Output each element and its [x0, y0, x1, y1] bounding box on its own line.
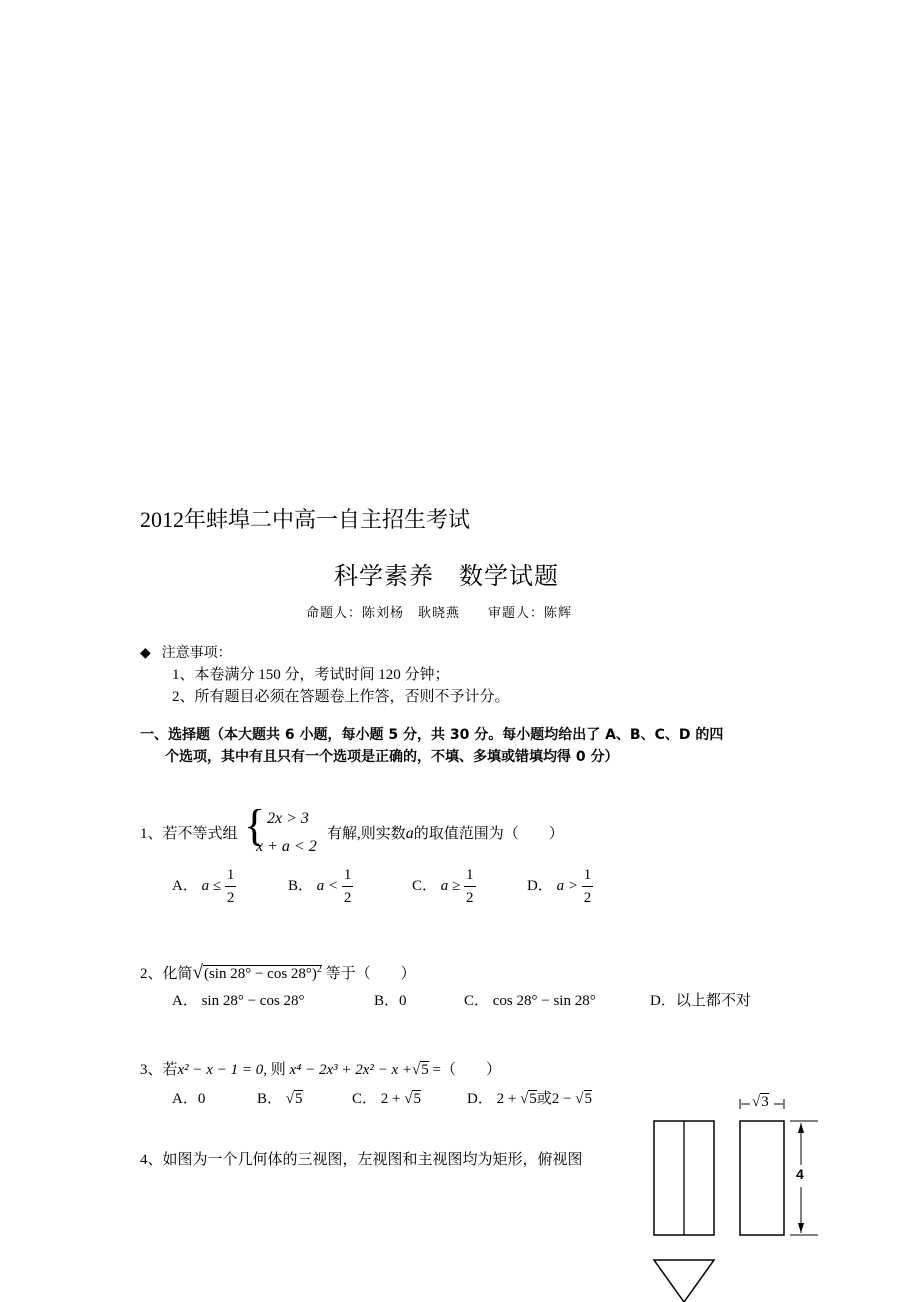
q1-option-d [527, 864, 593, 909]
sqrt-symbol-icon: √ [752, 1094, 761, 1110]
denominator: 2 [466, 890, 474, 906]
q3-then: 则 [270, 1062, 286, 1078]
option-label: A． [172, 1091, 198, 1107]
option-label: B． [374, 993, 400, 1009]
option-expr: a > [556, 877, 578, 894]
radicand: 5 [529, 1091, 537, 1107]
option-expr: a ≤ [201, 877, 222, 894]
fraction [342, 864, 354, 909]
q1-eq2: x + a < 2 [256, 838, 317, 855]
q3-suffix: =（ ） [432, 1062, 501, 1078]
q1-suffix-text: 有解,则实数 [327, 826, 406, 842]
sqrt-symbol-icon: √ [192, 962, 203, 983]
sqrt-symbol-icon: √ [404, 1091, 413, 1107]
q3-option-b [257, 1087, 303, 1108]
radicand-text: (sin 28° − cos 28°) [203, 966, 317, 982]
option-label: D． [527, 877, 553, 894]
option-label: D． [650, 993, 676, 1009]
note-item: 1、本卷满分 150 分，考试时间 120 分钟； [172, 667, 450, 683]
sqrt-symbol-icon: √ [412, 1062, 421, 1078]
numerator: 1 [464, 864, 476, 887]
side-view-rect [740, 1121, 784, 1235]
option-label: B． [288, 877, 314, 894]
sqrt-symbol-icon: √ [285, 1091, 294, 1107]
q3-option-c [352, 1087, 421, 1108]
q2-option-c [464, 989, 596, 1010]
option-expr: a < [316, 877, 339, 894]
q2-option-a [172, 989, 305, 1010]
q1-prefix: 1、若不等式组 [140, 826, 238, 842]
fraction [464, 864, 476, 909]
option-pre: 2 + [496, 1091, 517, 1107]
exponent: 2 [316, 964, 322, 975]
top-view-triangle [654, 1260, 714, 1302]
denominator: 2 [583, 890, 592, 906]
denominator: 2 [226, 890, 235, 906]
option-text: sin 28° − cos 28° [201, 993, 305, 1009]
radicand: 5 [413, 1091, 421, 1107]
notes-heading-label: 注意事项： [161, 645, 232, 661]
arrow-down-icon [798, 1223, 804, 1233]
q3-line [140, 1058, 501, 1079]
option-label: C． [352, 1091, 378, 1107]
numerator: 1 [582, 864, 594, 887]
q2-suffix: 等于（ ） [325, 966, 416, 982]
q3-option-a [172, 1087, 205, 1108]
option-label: A． [172, 993, 198, 1009]
denominator: 2 [343, 890, 352, 906]
exam-title: 2012年蚌埠二中高一自主招生考试 [140, 507, 471, 532]
option-label: B． [257, 1091, 283, 1107]
sqrt-symbol-icon: √ [520, 1091, 529, 1107]
note-item: 2、所有题目必须在答题卷上作答，否则不予计分。 [172, 689, 510, 705]
option-expr: a ≥ [440, 877, 461, 894]
option-pre: 2 + [380, 1091, 401, 1107]
q1-eq1: 2x > 3 [267, 810, 309, 827]
numerator: 1 [342, 864, 354, 887]
option-label: A． [172, 877, 198, 894]
fraction [582, 864, 594, 909]
section-heading: 一、选择题（本大题共 6 小题，每小题 5 分，共 30 分。每小题均给出了 A、B、C、D 的四 [140, 727, 724, 743]
q1-option-b [288, 864, 353, 909]
q1-option-a [172, 864, 236, 909]
q3-option-d [467, 1087, 592, 1108]
q1-var: a [405, 825, 414, 842]
option-text: 以上都不对 [675, 993, 751, 1009]
numerator: 1 [225, 864, 237, 887]
option-text: 0 [197, 1091, 206, 1107]
width-value: 3 [761, 1094, 769, 1110]
radicand: 5 [295, 1091, 303, 1107]
brace: { [244, 801, 266, 850]
option-text: cos 28° − sin 28° [492, 993, 596, 1009]
q3-prefix: 3、若 [140, 1062, 178, 1078]
q2-option-d [650, 989, 751, 1010]
option-label: D． [467, 1091, 493, 1107]
notes-heading [140, 642, 232, 662]
option-text: 0 [399, 993, 407, 1009]
q3-condition: x² − x − 1 = 0, [177, 1062, 267, 1078]
section-heading-cont: 个选项，其中有且只有一个选项是正确的，不填、多填或错填均得 0 分） [165, 749, 619, 765]
width-label [752, 1094, 769, 1111]
q1-suffix [327, 822, 564, 843]
three-view-figure [640, 1090, 830, 1302]
arrow-up-icon [798, 1123, 804, 1133]
radicand: 5 [584, 1091, 592, 1107]
q3-expression: x⁴ − 2x³ + 2x² − x + [289, 1062, 413, 1078]
option-label: C． [464, 993, 490, 1009]
fraction [225, 864, 237, 909]
sqrt-symbol-icon: √ [575, 1091, 584, 1107]
q1-option-c [412, 864, 476, 909]
diamond-bullet-icon: ◆ [140, 645, 151, 661]
q2-prefix: 2、化简 [140, 966, 193, 982]
q2-radicand [203, 965, 322, 982]
height-label: 4 [796, 1166, 804, 1182]
radicand: 5 [421, 1062, 429, 1078]
q2-line [140, 962, 416, 984]
exam-subtitle: 科学素养 数学试题 [334, 564, 559, 590]
authors-line: 命题人：陈刘杨 耿晓燕 审题人：陈辉 [306, 605, 573, 620]
q4-text: 4、如图为一个几何体的三视图，左视图和主视图均为矩形，俯视图 [140, 1152, 583, 1168]
q2-option-b [374, 989, 407, 1010]
option-mid: 或2 − [536, 1091, 572, 1107]
q1-suffix2: 的取值范围为（ ） [413, 826, 564, 842]
option-label: C． [412, 877, 438, 894]
